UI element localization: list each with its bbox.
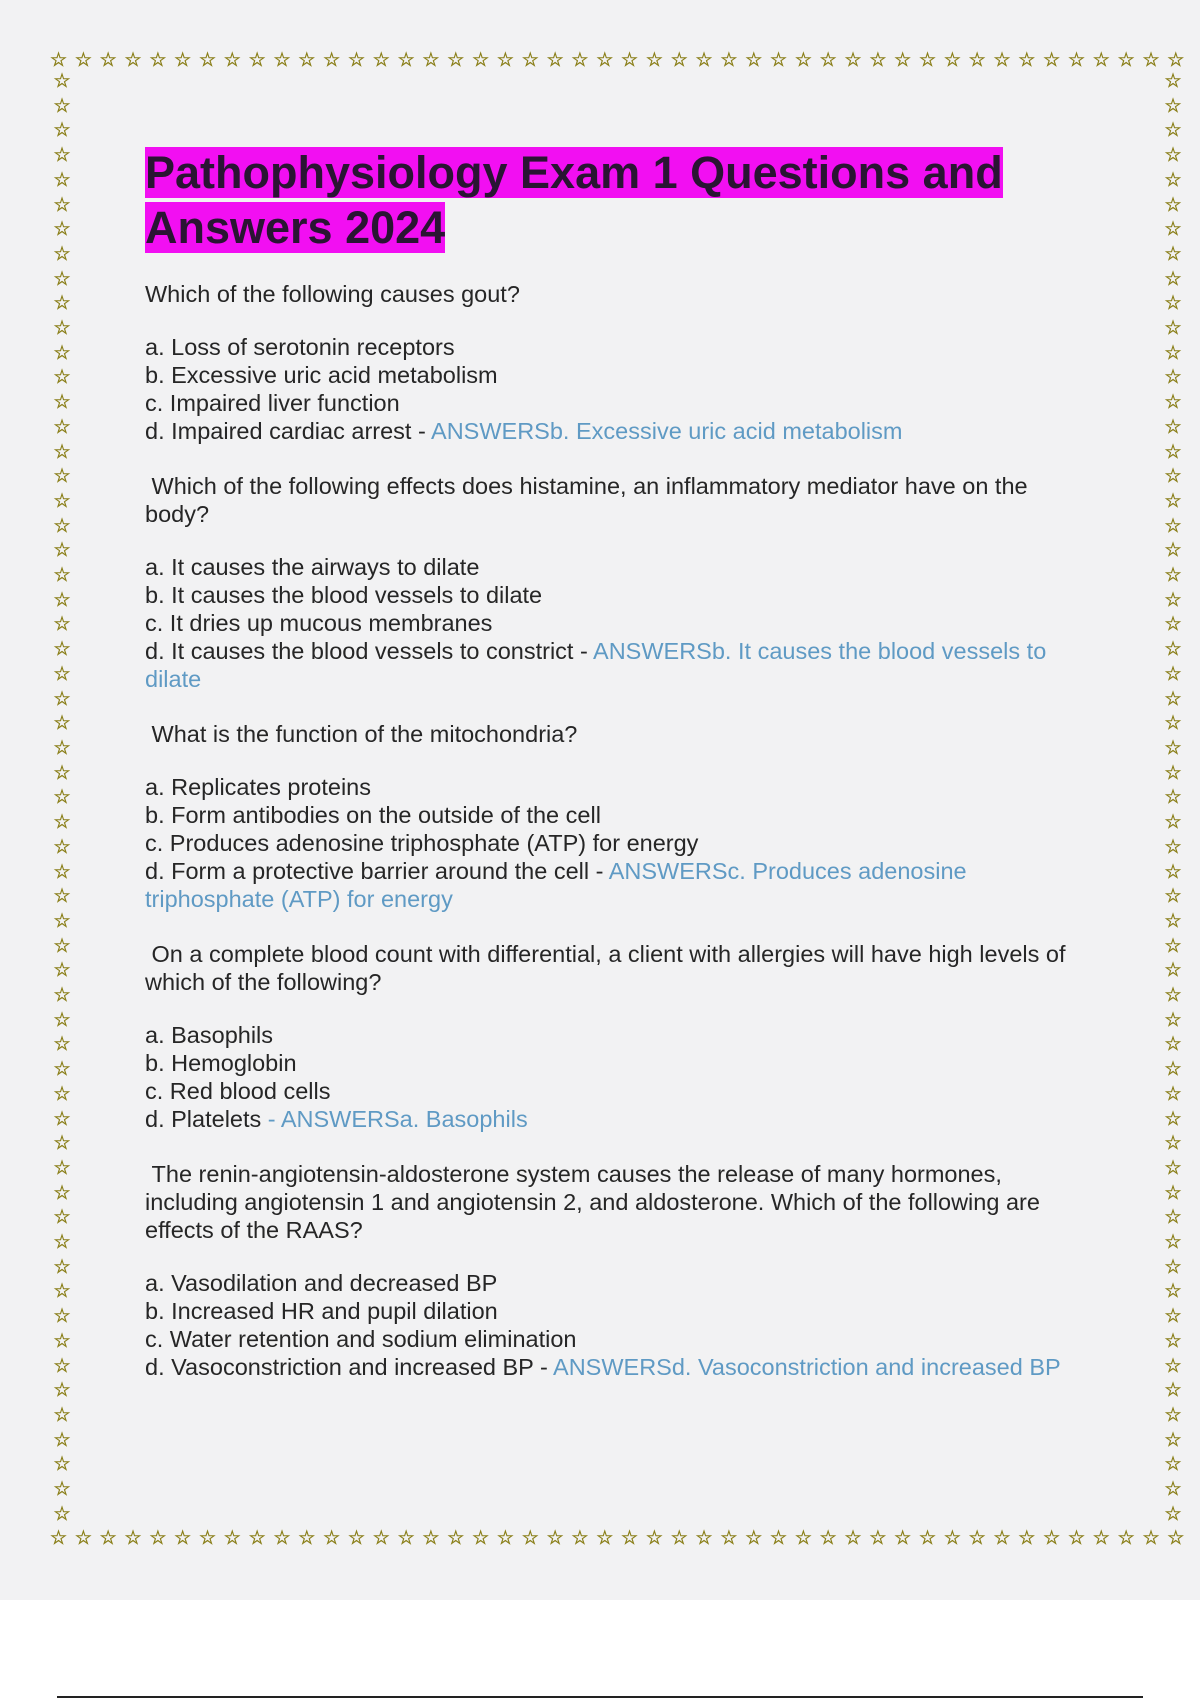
star-icon: ☆ (993, 48, 1011, 71)
star-icon: ☆ (894, 1526, 912, 1549)
option-b: b. Hemoglobin (145, 1050, 297, 1076)
question-block (145, 280, 1095, 445)
question-block (145, 1160, 1095, 1381)
option-c: c. Red blood cells (145, 1078, 331, 1104)
star-icon: ☆ (53, 564, 71, 587)
star-icon: ☆ (993, 1526, 1011, 1549)
star-icon: ☆ (1164, 835, 1182, 858)
star-icon: ☆ (53, 1058, 71, 1081)
star-icon: ☆ (819, 1526, 837, 1549)
star-icon: ☆ (1164, 317, 1182, 340)
question-block (145, 472, 1095, 693)
star-icon: ☆ (1164, 341, 1182, 364)
star-icon: ☆ (1164, 465, 1182, 488)
star-icon: ☆ (596, 1526, 614, 1549)
options-list (145, 1269, 1095, 1381)
answer-text: - ANSWERSa. Basophils (267, 1106, 528, 1132)
star-icon: ☆ (53, 1354, 71, 1377)
star-icon: ☆ (53, 860, 71, 883)
star-icon: ☆ (1164, 687, 1182, 710)
star-icon: ☆ (943, 1526, 961, 1549)
star-icon: ☆ (1164, 761, 1182, 784)
option-c: c. Impaired liver function (145, 390, 400, 416)
star-icon: ☆ (1164, 1033, 1182, 1056)
question-text: Which of the following causes gout? (145, 281, 520, 307)
star-icon: ☆ (770, 1526, 788, 1549)
star-icon: ☆ (53, 984, 71, 1007)
star-icon: ☆ (645, 1526, 663, 1549)
star-icon: ☆ (472, 48, 490, 71)
star-icon: ☆ (695, 48, 713, 71)
star-icon: ☆ (53, 489, 71, 512)
star-border-top (50, 47, 1185, 73)
star-icon: ☆ (53, 712, 71, 735)
star-icon: ☆ (53, 168, 71, 191)
star-icon: ☆ (53, 218, 71, 241)
option-a: a. Basophils (145, 1022, 274, 1048)
answer-text: ANSWERSb. Excessive uric acid metabolism (431, 418, 903, 444)
star-icon: ☆ (869, 1526, 887, 1549)
footer-divider (57, 1696, 1143, 1698)
star-icon: ☆ (447, 48, 465, 71)
star-icon: ☆ (248, 1526, 266, 1549)
star-icon: ☆ (53, 638, 71, 661)
star-icon: ☆ (1164, 1082, 1182, 1105)
star-icon: ☆ (53, 1082, 71, 1105)
star-icon: ☆ (53, 440, 71, 463)
star-icon: ☆ (844, 48, 862, 71)
star-icon: ☆ (918, 1526, 937, 1549)
star-icon: ☆ (53, 687, 71, 710)
star-icon: ☆ (1164, 786, 1182, 809)
star-icon: ☆ (1164, 539, 1182, 562)
star-icon: ☆ (1067, 48, 1085, 71)
star-icon: ☆ (50, 1526, 68, 1549)
star-icon: ☆ (53, 786, 71, 809)
star-icon: ☆ (53, 1379, 71, 1402)
star-icon: ☆ (621, 1526, 639, 1549)
star-icon: ☆ (53, 1305, 71, 1328)
star-icon: ☆ (1164, 1305, 1182, 1328)
star-icon: ☆ (53, 415, 71, 438)
star-icon: ☆ (298, 48, 316, 71)
star-icon: ☆ (1164, 514, 1182, 537)
star-icon: ☆ (869, 48, 887, 71)
star-icon: ☆ (74, 48, 92, 71)
star-icon: ☆ (1164, 1231, 1182, 1254)
options-list (145, 333, 1095, 445)
star-icon: ☆ (124, 48, 142, 71)
star-icon: ☆ (720, 48, 738, 71)
star-icon: ☆ (1018, 48, 1036, 71)
star-icon: ☆ (1164, 119, 1182, 142)
question-block (145, 940, 1095, 1133)
option-a: a. It causes the airways to dilate (145, 554, 480, 580)
star-icon: ☆ (53, 514, 71, 537)
star-icon: ☆ (53, 811, 71, 834)
star-icon: ☆ (1164, 1280, 1182, 1303)
option-b: b. Excessive uric acid metabolism (145, 362, 498, 388)
option-d: d. Form a protective barrier around the cell - ANSWERSc. Produces adenosine triphosphate (ATP) for energy (145, 858, 967, 912)
star-icon: ☆ (53, 193, 71, 216)
star-icon: ☆ (53, 1156, 71, 1179)
star-icon: ☆ (1067, 1526, 1085, 1549)
star-icon: ☆ (1164, 984, 1182, 1007)
star-icon: ☆ (745, 1526, 763, 1549)
star-icon: ☆ (645, 48, 663, 71)
star-icon: ☆ (496, 1526, 514, 1549)
star-icon: ☆ (1164, 415, 1182, 438)
star-icon: ☆ (496, 48, 514, 71)
star-icon: ☆ (1043, 1526, 1061, 1549)
star-icon: ☆ (1164, 588, 1182, 611)
star-icon: ☆ (174, 48, 192, 71)
star-icon: ☆ (53, 1181, 71, 1204)
star-icon: ☆ (53, 1428, 71, 1451)
star-icon: ☆ (53, 662, 71, 685)
star-icon: ☆ (1164, 193, 1182, 216)
answer-text: ANSWERSb. It causes the blood vessels to dilate (145, 638, 1047, 692)
star-icon: ☆ (1164, 1107, 1182, 1130)
star-icon: ☆ (1164, 267, 1182, 290)
option-b: b. Form antibodies on the outside of the cell (145, 802, 601, 828)
star-icon: ☆ (53, 1502, 71, 1524)
star-icon: ☆ (447, 1526, 465, 1549)
star-icon: ☆ (372, 1526, 390, 1549)
star-icon: ☆ (1164, 638, 1182, 661)
option-b: b. Increased HR and pupil dilation (145, 1298, 498, 1324)
star-icon: ☆ (397, 1526, 415, 1549)
option-c: c. Water retention and sodium elimination (145, 1326, 577, 1352)
star-icon: ☆ (1164, 811, 1182, 834)
star-icon: ☆ (1164, 1354, 1182, 1377)
star-icon: ☆ (248, 48, 266, 71)
star-icon: ☆ (546, 1526, 564, 1549)
star-icon: ☆ (347, 1526, 365, 1549)
star-icon: ☆ (347, 48, 365, 71)
star-icon: ☆ (53, 72, 71, 92)
star-icon: ☆ (397, 48, 415, 71)
star-icon: ☆ (53, 959, 71, 982)
star-icon: ☆ (1164, 242, 1182, 265)
star-icon: ☆ (53, 909, 71, 932)
star-icon: ☆ (1164, 1058, 1182, 1081)
star-icon: ☆ (53, 835, 71, 858)
star-icon: ☆ (1092, 1526, 1110, 1549)
star-icon: ☆ (1164, 712, 1182, 735)
star-icon: ☆ (546, 48, 564, 71)
star-icon: ☆ (695, 1526, 713, 1549)
answer-text: ANSWERSc. Produces adenosine triphosphate (ATP) for energy (145, 858, 967, 912)
star-icon: ☆ (1164, 885, 1182, 908)
star-icon: ☆ (53, 465, 71, 488)
star-icon: ☆ (1164, 292, 1182, 315)
star-icon: ☆ (1164, 366, 1182, 389)
star-icon: ☆ (943, 48, 961, 71)
star-icon: ☆ (1164, 1453, 1182, 1476)
star-icon: ☆ (1164, 168, 1182, 191)
page-title: Pathophysiology Exam 1 Questions and Answers 2024 (145, 147, 1003, 253)
star-icon: ☆ (53, 934, 71, 957)
star-icon: ☆ (53, 588, 71, 611)
star-icon: ☆ (273, 1526, 291, 1549)
star-icon: ☆ (1164, 1379, 1182, 1402)
star-icon: ☆ (53, 1107, 71, 1130)
star-icon: ☆ (198, 1526, 217, 1549)
star-icon: ☆ (53, 1403, 71, 1426)
star-icon: ☆ (298, 1526, 316, 1549)
star-icon: ☆ (1167, 48, 1185, 71)
star-icon: ☆ (74, 1526, 92, 1549)
star-icon: ☆ (99, 1526, 117, 1549)
options-list (145, 553, 1095, 693)
star-icon: ☆ (53, 1008, 71, 1031)
star-icon: ☆ (1092, 48, 1110, 71)
star-icon: ☆ (1164, 218, 1182, 241)
option-b: b. It causes the blood vessels to dilate (145, 582, 543, 608)
star-icon: ☆ (1164, 959, 1182, 982)
star-icon: ☆ (472, 1526, 490, 1549)
option-d: d. Vasoconstriction and increased BP - ANSWERSd. Vasoconstriction and increased BP (145, 1354, 1061, 1380)
star-icon: ☆ (1164, 72, 1182, 92)
star-icon: ☆ (1164, 1329, 1182, 1352)
star-icon: ☆ (53, 761, 71, 784)
star-icon: ☆ (53, 1478, 71, 1501)
option-d: d. Platelets - ANSWERSa. Basophils (145, 1106, 528, 1132)
star-icon: ☆ (53, 1132, 71, 1155)
star-icon: ☆ (53, 119, 71, 142)
star-icon: ☆ (198, 48, 217, 71)
star-icon: ☆ (1164, 662, 1182, 685)
star-icon: ☆ (1164, 94, 1182, 117)
star-icon: ☆ (422, 48, 440, 71)
star-icon: ☆ (720, 1526, 738, 1549)
question-text: What is the function of the mitochondria? (145, 721, 578, 747)
star-icon: ☆ (1018, 1526, 1036, 1549)
star-icon: ☆ (323, 1526, 341, 1549)
star-icon: ☆ (1164, 860, 1182, 883)
star-icon: ☆ (1164, 1156, 1182, 1179)
star-icon: ☆ (1164, 736, 1182, 759)
star-icon: ☆ (571, 1526, 589, 1549)
star-icon: ☆ (53, 1329, 71, 1352)
star-icon: ☆ (53, 736, 71, 759)
star-icon: ☆ (1117, 1526, 1135, 1549)
star-icon: ☆ (372, 48, 390, 71)
star-icon: ☆ (521, 1526, 539, 1549)
star-icon: ☆ (223, 1526, 241, 1549)
star-border-bottom (50, 1525, 1185, 1551)
star-icon: ☆ (53, 317, 71, 340)
answer-text: ANSWERSd. Vasoconstriction and increased BP (553, 1354, 1061, 1380)
star-icon: ☆ (1164, 909, 1182, 932)
star-icon: ☆ (53, 341, 71, 364)
star-icon: ☆ (53, 144, 71, 167)
star-icon: ☆ (223, 48, 241, 71)
star-icon: ☆ (53, 1280, 71, 1303)
star-icon: ☆ (149, 1526, 167, 1549)
star-icon: ☆ (968, 48, 986, 71)
star-icon: ☆ (53, 1453, 71, 1476)
star-icon: ☆ (794, 48, 812, 71)
star-icon: ☆ (53, 885, 71, 908)
star-icon: ☆ (1164, 934, 1182, 957)
star-icon: ☆ (794, 1526, 812, 1549)
star-icon: ☆ (1164, 1181, 1182, 1204)
star-icon: ☆ (844, 1526, 862, 1549)
question-block (145, 720, 1095, 913)
star-icon: ☆ (53, 391, 71, 414)
star-icon: ☆ (1167, 1526, 1185, 1549)
question-text: The renin-angiotensin-aldosterone system causes the release of many hormones, including angiotensin 1 and angiotensin 2, and aldosterone. Which of the following are effects of the RAAS? (145, 1161, 1047, 1243)
star-icon: ☆ (53, 539, 71, 562)
star-border-right (1160, 72, 1186, 1524)
star-icon: ☆ (596, 48, 614, 71)
star-icon: ☆ (1142, 1526, 1160, 1549)
star-icon: ☆ (1164, 1132, 1182, 1155)
star-icon: ☆ (53, 267, 71, 290)
star-icon: ☆ (1164, 440, 1182, 463)
star-icon: ☆ (894, 48, 912, 71)
star-icon: ☆ (124, 1526, 142, 1549)
star-icon: ☆ (1164, 1403, 1182, 1426)
star-icon: ☆ (273, 48, 291, 71)
star-icon: ☆ (770, 48, 788, 71)
star-icon: ☆ (521, 48, 539, 71)
option-d: d. It causes the blood vessels to constrict - ANSWERSb. It causes the blood vessels to dilate (145, 638, 1047, 692)
star-icon: ☆ (1164, 489, 1182, 512)
question-text: On a complete blood count with differential, a client with allergies will have high levels of which of the following? (145, 941, 1073, 995)
star-icon: ☆ (918, 48, 937, 71)
star-icon: ☆ (53, 1255, 71, 1278)
option-a: a. Loss of serotonin receptors (145, 334, 455, 360)
star-icon: ☆ (1164, 1255, 1182, 1278)
option-c: c. It dries up mucous membranes (145, 610, 493, 636)
question-text: Which of the following effects does histamine, an inflammatory mediator have on the body? (145, 473, 1035, 527)
star-icon: ☆ (323, 48, 341, 71)
star-icon: ☆ (149, 48, 167, 71)
option-a: a. Replicates proteins (145, 774, 371, 800)
star-icon: ☆ (53, 1033, 71, 1056)
options-list (145, 773, 1095, 913)
star-border-left (49, 72, 75, 1524)
star-icon: ☆ (819, 48, 837, 71)
star-icon: ☆ (1117, 48, 1135, 71)
star-icon: ☆ (670, 1526, 688, 1549)
star-icon: ☆ (53, 94, 71, 117)
star-icon: ☆ (174, 1526, 192, 1549)
star-icon: ☆ (1164, 1478, 1182, 1501)
star-icon: ☆ (53, 366, 71, 389)
star-icon: ☆ (1164, 613, 1182, 636)
star-icon: ☆ (99, 48, 117, 71)
star-icon: ☆ (53, 1231, 71, 1254)
star-icon: ☆ (53, 613, 71, 636)
star-icon: ☆ (1043, 48, 1061, 71)
star-icon: ☆ (745, 48, 763, 71)
star-icon: ☆ (571, 48, 589, 71)
option-a: a. Vasodilation and decreased BP (145, 1270, 498, 1296)
star-icon: ☆ (422, 1526, 440, 1549)
star-icon: ☆ (53, 292, 71, 315)
option-c: c. Produces adenosine triphosphate (ATP) for energy (145, 830, 699, 856)
star-icon: ☆ (1164, 1206, 1182, 1229)
options-list (145, 1021, 1095, 1133)
star-icon: ☆ (1164, 1428, 1182, 1451)
star-icon: ☆ (50, 48, 68, 71)
star-icon: ☆ (621, 48, 639, 71)
star-icon: ☆ (1164, 564, 1182, 587)
option-d: d. Impaired cardiac arrest - ANSWERSb. Excessive uric acid metabolism (145, 418, 903, 444)
star-icon: ☆ (53, 242, 71, 265)
star-icon: ☆ (1164, 144, 1182, 167)
star-icon: ☆ (1164, 391, 1182, 414)
star-icon: ☆ (1164, 1502, 1182, 1524)
document-content (145, 145, 1095, 1408)
star-icon: ☆ (1142, 48, 1160, 71)
star-icon: ☆ (670, 48, 688, 71)
star-icon: ☆ (53, 1206, 71, 1229)
star-icon: ☆ (1164, 1008, 1182, 1031)
star-icon: ☆ (968, 1526, 986, 1549)
